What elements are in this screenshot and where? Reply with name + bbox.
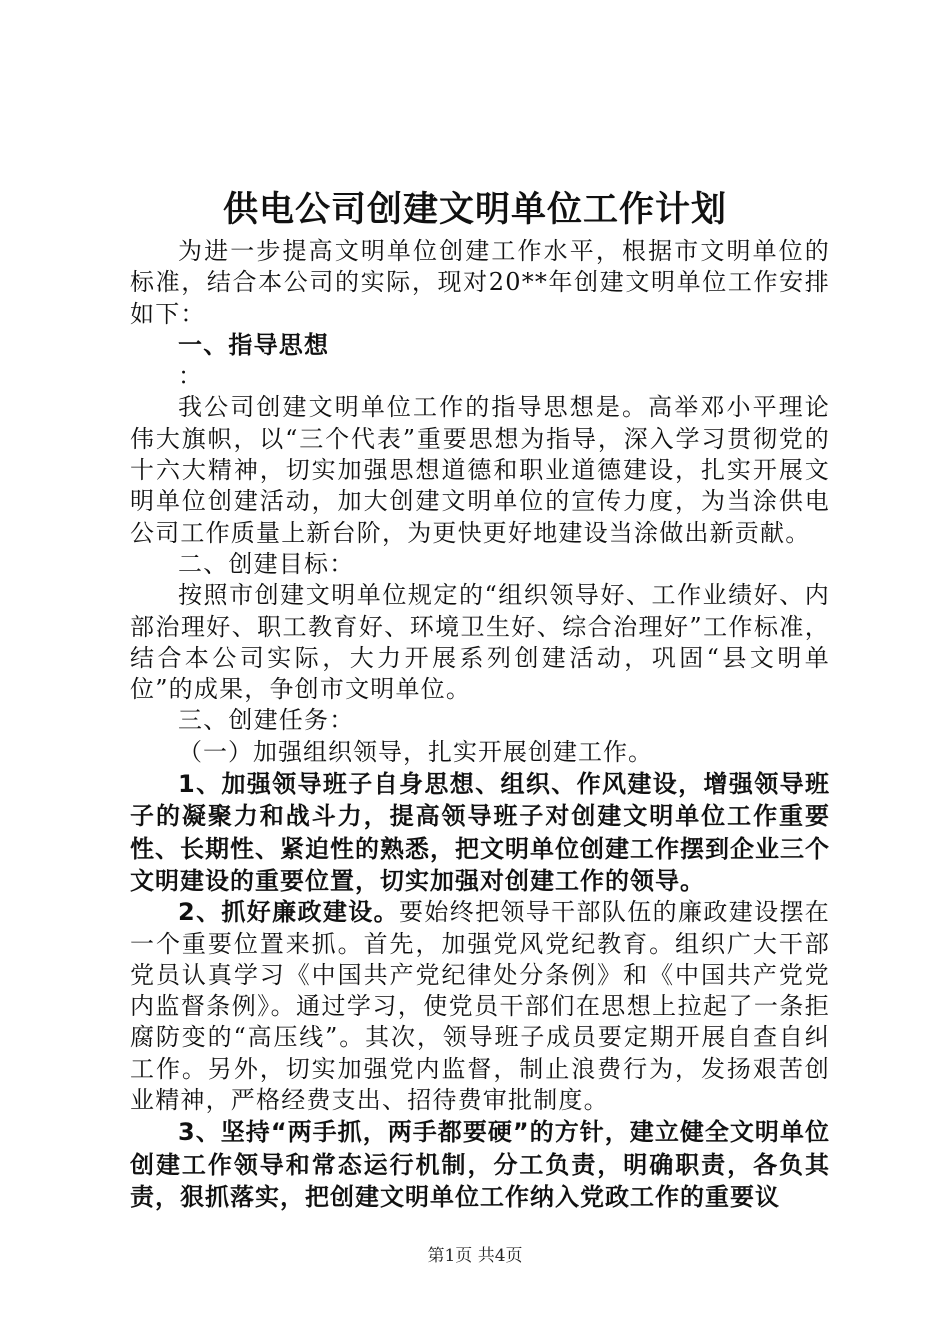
task-item-2-lead: 2、抓好廉政建设。 [178,898,399,927]
document-body [130,236,830,1213]
subsection-heading-leadership: （一）加强组织领导，扎实开展创建工作。 [178,737,653,766]
section-heading-goals: 二、创建目标： [178,549,355,578]
section-colon: ： [178,362,202,391]
section-paragraph-goals: 按照市创建文明单位规定的“组织领导好、工作业绩好、内部治理好、职工教育好、环境卫生好、综合治理好”工作标准，结合本公司实际，大力开展系列创建活动，巩固“县文明单位”的成果，争创市文明单位。 [130,581,830,704]
page-footer: 第1页 共4页 [427,1246,523,1266]
section-heading-tasks: 三、创建任务： [178,706,355,735]
intro-paragraph: 为进一步提高文明单位创建工作水平，根据市文明单位的标准，结合本公司的实际，现对20**年创建文明单位工作安排如下： [130,237,830,328]
task-item-3: 3、坚持“两手抓，两手都要硬”的方针，建立健全文明单位创建工作领导和常态运行机制，分工负责，明确职责，各负其责，狠抓落实，把创建文明单位工作纳入党政工作的重要议 [130,1118,830,1211]
document-title: 供电公司创建文明单位工作计划 [222,190,727,230]
section-heading-guiding-thought: 一、指导思想 [178,330,330,359]
task-item-2 [130,897,830,1116]
section-paragraph-guiding-thought: 我公司创建文明单位工作的指导思想是。高举邓小平理论伟大旗帜，以“三个代表”重要思想为指导，深入学习贯彻党的十六大精神，切实加强思想道德和职业道德建设，扎实开展文明单位创建活动，加大创建文明单位的宣传力度，为当涂供电公司工作质量上新台阶，为更快更好地建设当涂做出新贡献。 [130,393,830,547]
task-item-2-body: 要始终把领导干部队伍的廉政建设摆在一个重要位置来抓。首先，加强党风党纪教育。组织广大干部党员认真学习《中国共产党纪律处分条例》和《中国共产党党内监督条例》。通过学习，使党员干部们在思想上拉起了一条拒腐防变的“高压线”。其次，领导班子成员要定期开展自查自纠工作。另外，切实加强党内监督，制止浪费行为，发扬艰苦创业精神，严格经费支出、招待费审批制度。 [130,898,831,1115]
task-item-1: 1、加强领导班子自身思想、组织、作风建设，增强领导班子的凝聚力和战斗力，提高领导班子对创建文明单位工作重要性、长期性、紧迫性的熟悉，把文明单位创建工作摆到企业三个文明建设的重要位置，切实加强对创建工作的领导。 [130,770,830,895]
